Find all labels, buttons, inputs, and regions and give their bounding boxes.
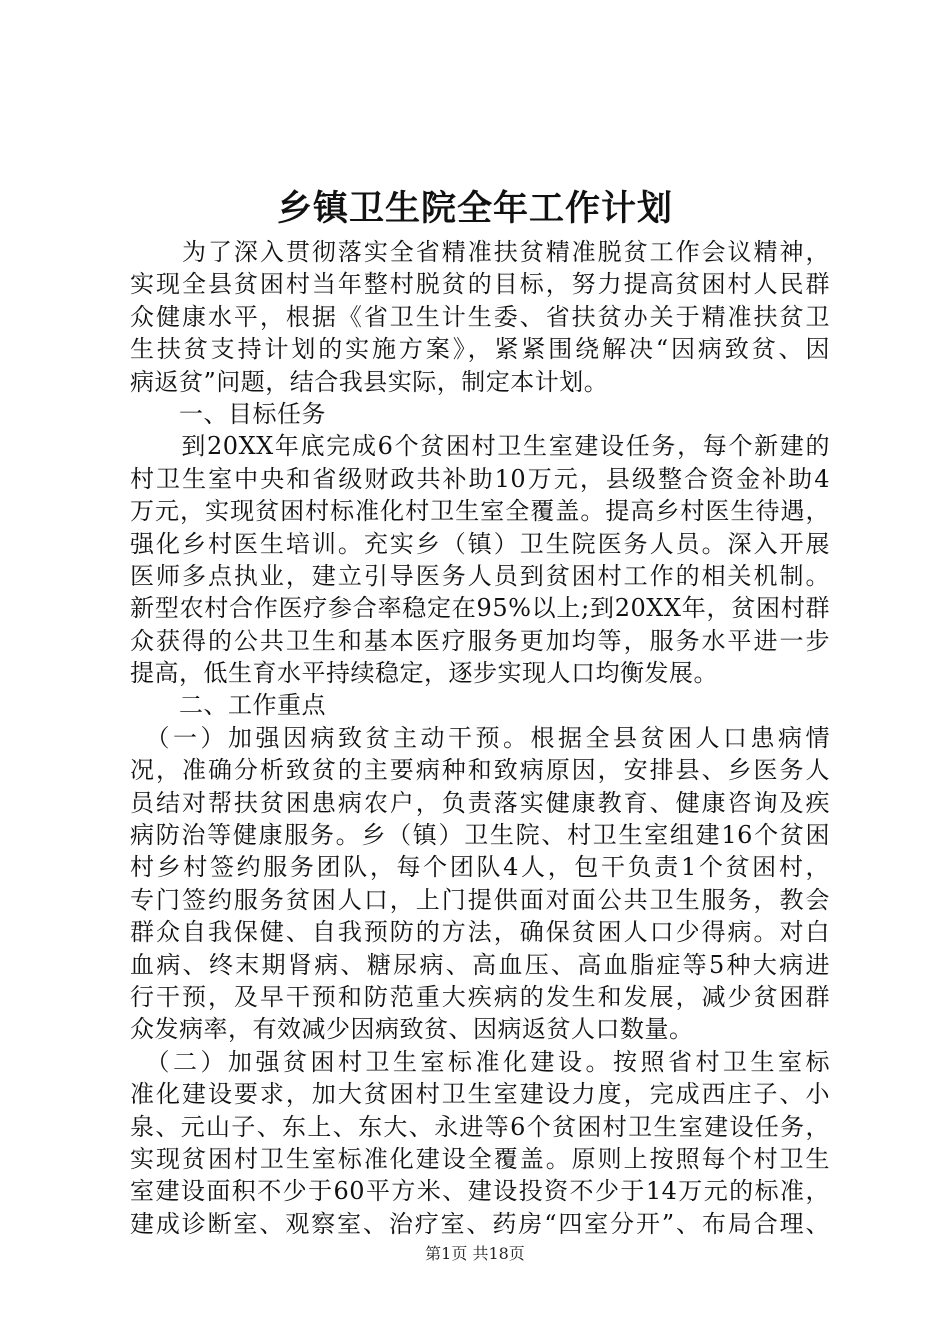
- body-line: 万元，实现贫困村标准化村卫生室全覆盖。提高乡村医生待遇，: [130, 497, 830, 526]
- body-line: 提高，低生育水平持续稳定，逐步实现人口均衡发展。: [130, 659, 718, 688]
- page-number-footer: 第1页 共18页: [425, 1244, 525, 1263]
- body-line: （一）加强因病致贫主动干预。根据全县贫困人口患病情: [130, 723, 830, 752]
- body-line: 强化乡村医生培训。充实乡（镇）卫生院医务人员。深入开展: [130, 529, 830, 558]
- body-line: 为了深入贯彻落实全省精准扶贫精准脱贫工作会议精神，: [130, 238, 830, 266]
- body-line: 建成诊断室、观察室、治疗室、药房“四室分开”、布局合理、: [130, 1209, 830, 1238]
- document-body: [130, 236, 830, 1240]
- body-line: 泉、元山子、东上、东大、永进等6个贫困村卫生室建设任务，: [130, 1112, 830, 1141]
- body-line: 准化建设要求，加大贫困村卫生室建设力度，完成西庄子、小: [130, 1080, 830, 1109]
- body-line: 行干预，及早干预和防范重大疾病的发生和发展，减少贫困群: [130, 982, 830, 1011]
- body-line: 医师多点执业，建立引导医务人员到贫困村工作的相关机制。: [130, 561, 830, 590]
- body-line: 员结对帮扶贫困患病农户，负责落实健康教育、健康咨询及疾: [130, 788, 830, 817]
- body-line: 病返贫”问题，结合我县实际，制定本计划。: [130, 367, 609, 396]
- body-line: 新型农村合作医疗参合率稳定在95%以上;到20XX年，贫困村群: [130, 594, 830, 623]
- body-line: 众健康水平，根据《省卫生计生委、省扶贫办关于精准扶贫卫: [130, 302, 830, 331]
- body-line: 生扶贫支持计划的实施方案》，紧紧围绕解决“因病致贫、因: [130, 335, 830, 364]
- body-line: 病防治等健康服务。乡（镇）卫生院、村卫生室组建16个贫困: [130, 821, 830, 850]
- body-line: 实现全县贫困村当年整村脱贫的目标，努力提高贫困村人民群: [130, 270, 830, 299]
- body-line: 村卫生室中央和省级财政共补助10万元，县级整合资金补助4: [130, 464, 830, 493]
- body-line: 众获得的公共卫生和基本医疗服务更加均等，服务水平进一步: [130, 626, 830, 655]
- section-heading-focus: 二、工作重点: [130, 691, 326, 720]
- body-line: 村乡村签约服务团队，每个团队4人，包干负责1个贫困村，: [130, 853, 830, 882]
- body-line: 群众自我保健、自我预防的方法，确保贫困人口少得病。对白: [130, 918, 830, 947]
- body-line: 专门签约服务贫困人口，上门提供面对面公共卫生服务，教会: [130, 885, 830, 914]
- body-line: （二）加强贫困村卫生室标准化建设。按照省村卫生室标: [130, 1047, 830, 1076]
- body-line: 血病、终末期肾病、糖尿病、高血压、高血脂症等5种大病进: [130, 950, 830, 979]
- body-line: 况，准确分析致贫的主要病种和致病原因，安排县、乡医务人: [130, 756, 830, 785]
- document-title: 乡镇卫生院全年工作计划: [276, 188, 673, 229]
- body-line: 众发病率，有效减少因病致贫、因病返贫人口数量。: [130, 1015, 694, 1044]
- body-line: 实现贫困村卫生室标准化建设全覆盖。原则上按照每个村卫生: [130, 1144, 830, 1173]
- body-line: 室建设面积不少于60平方米、建设投资不少于14万元的标准，: [130, 1177, 830, 1206]
- body-line: 到20XX年底完成6个贫困村卫生室建设任务，每个新建的: [130, 432, 830, 461]
- section-heading-goals: 一、目标任务: [130, 399, 326, 428]
